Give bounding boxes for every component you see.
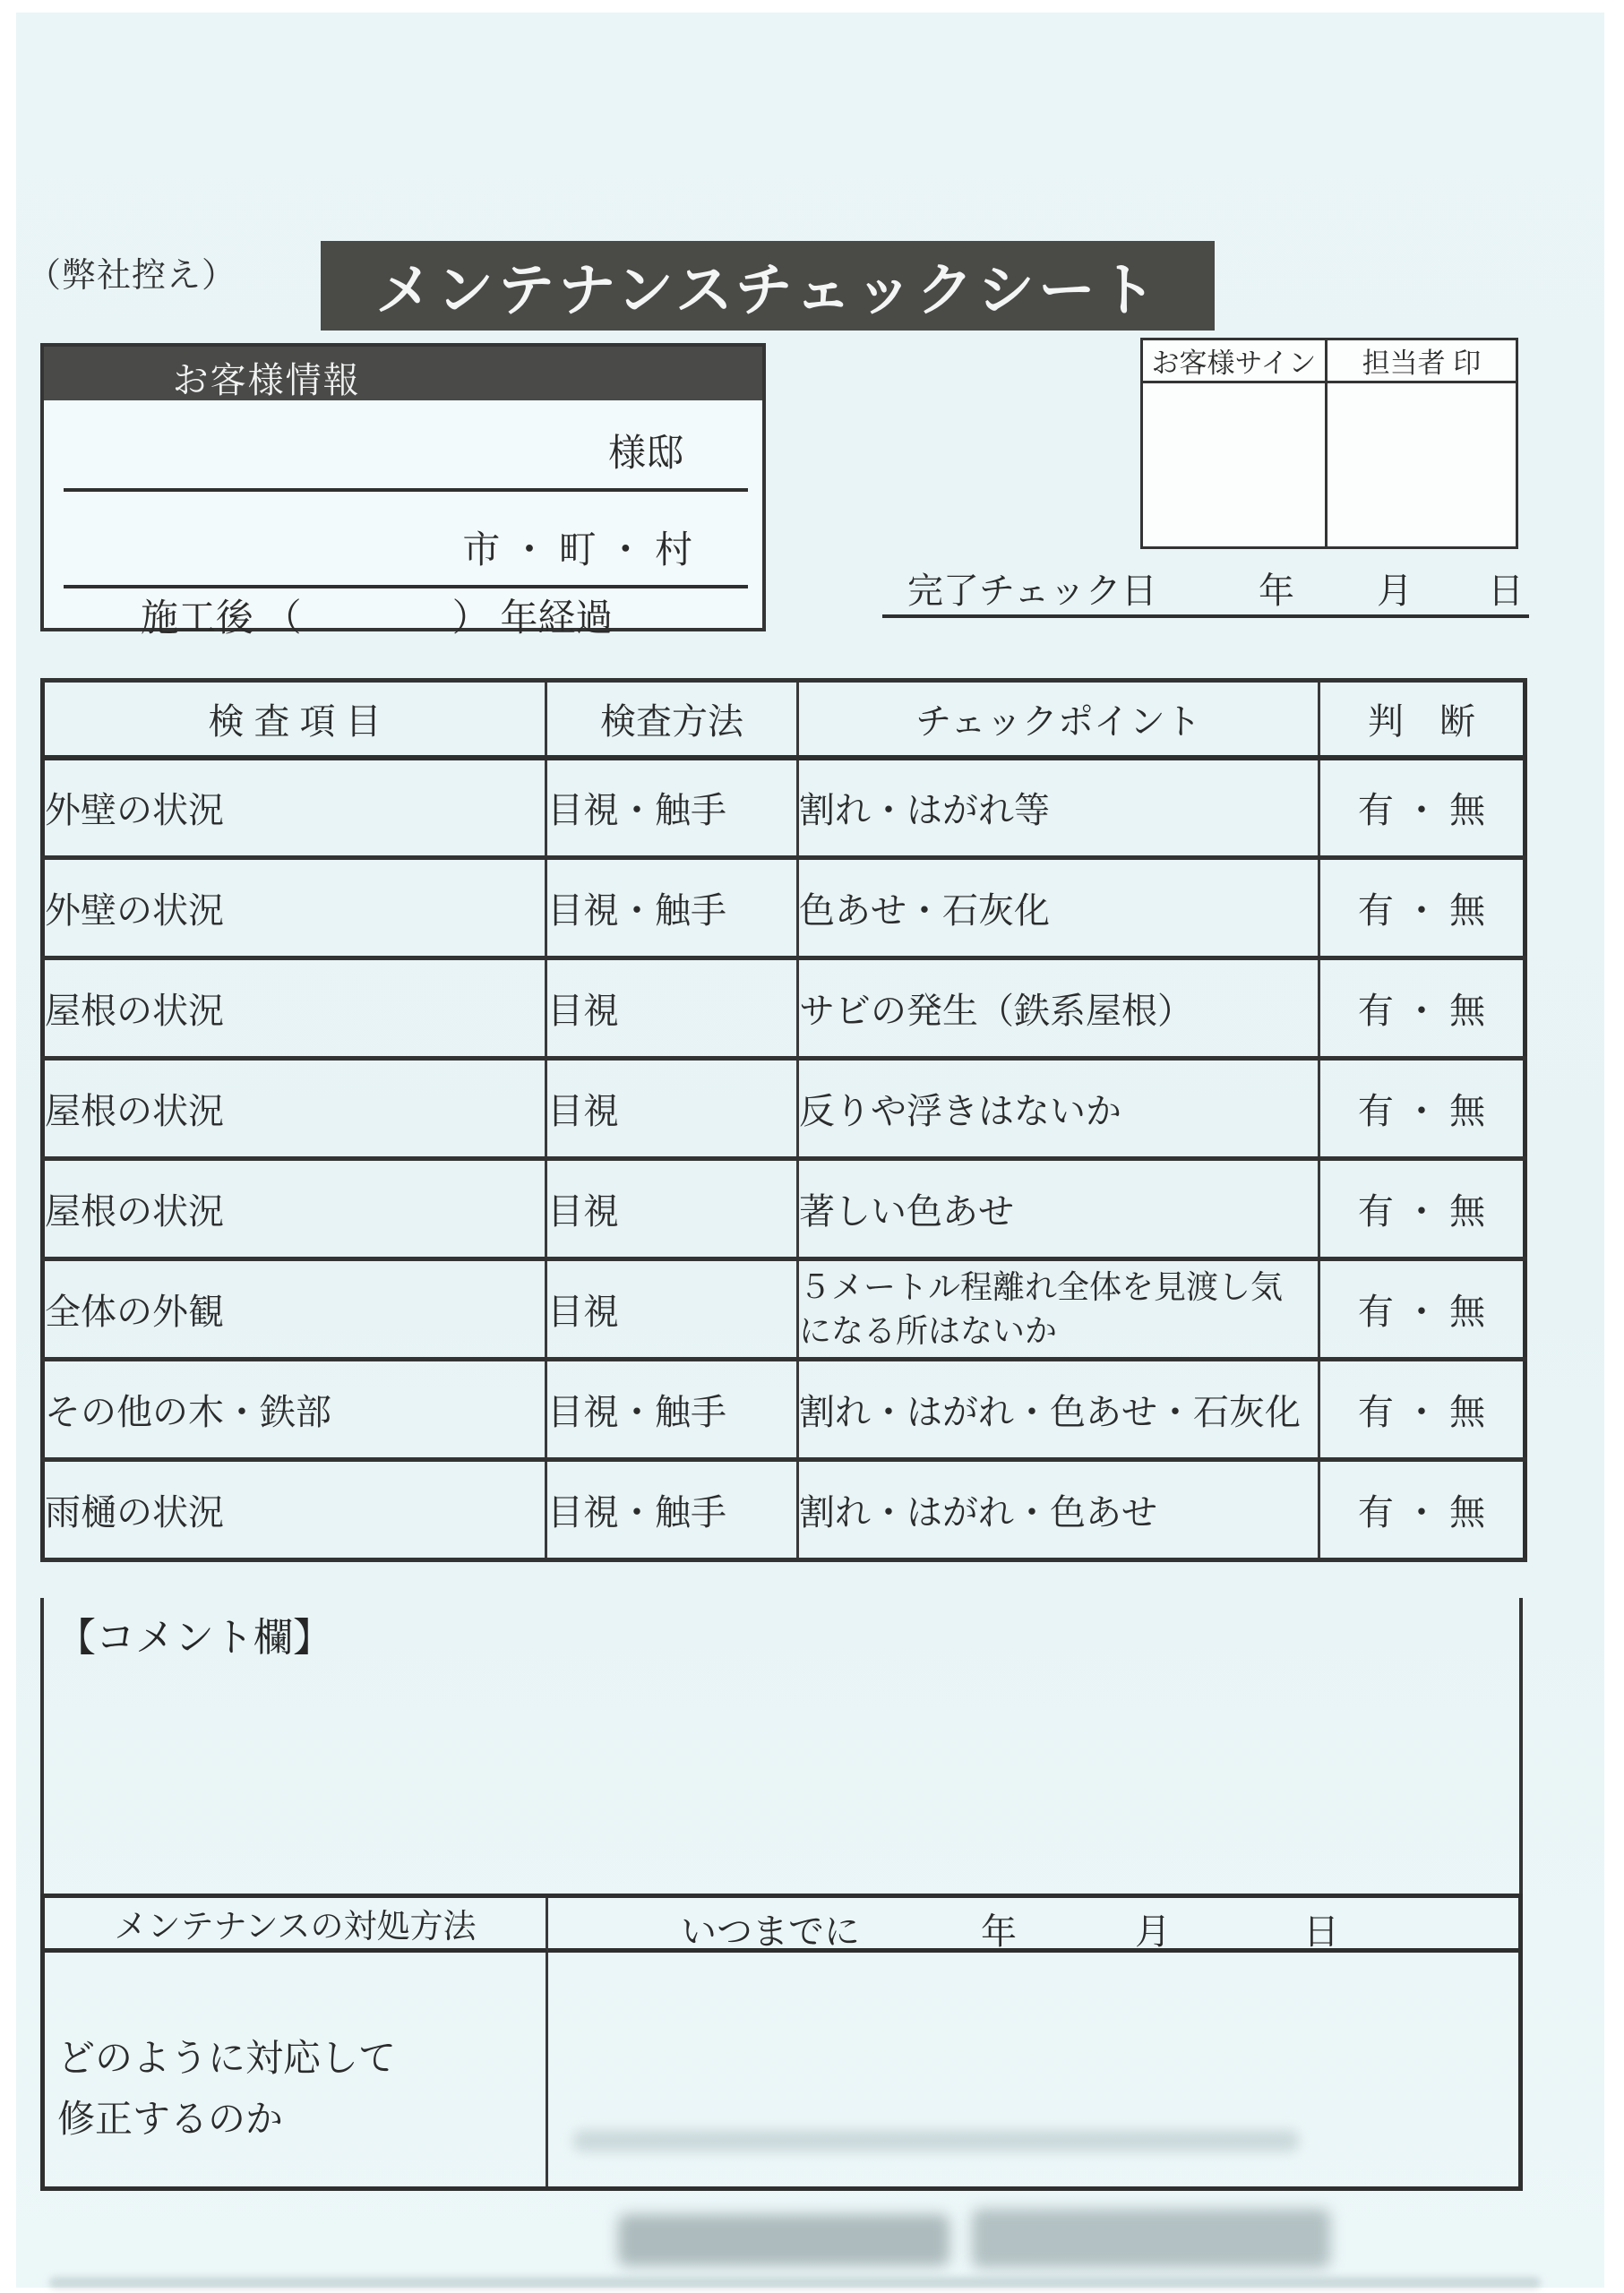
table-row [43,1460,1525,1560]
method-cell: 目視・触手 [546,1360,798,1460]
deadline-day-label: 日 [1303,1912,1339,1952]
judgement-cell: 有 ・ 無 [1319,1159,1525,1259]
signature-seal-box [1140,338,1518,549]
method-cell: 目視 [546,1159,798,1259]
table-row [43,1059,1525,1159]
checkpoint-cell: 反りや浮きはないか [798,1059,1319,1159]
item-cell: 外壁の状況 [43,858,546,958]
maintenance-how-label: どのように対応して 修正するのか [57,2037,397,2141]
judgement-cell: 有 ・ 無 [1319,1460,1525,1560]
method-cell: 目視・触手 [546,758,798,858]
customer-info-header-label: お客様情報 [172,361,361,400]
company-copy-note: （弊社控え） [27,257,237,295]
comment-section [40,1598,1523,1894]
table-row [43,1360,1525,1460]
method-cell: 目視 [546,1259,798,1360]
table-row [43,1259,1525,1360]
inspection-table [40,678,1527,1562]
completion-date-line [882,563,1529,618]
customer-city-suffix: 市 ・ 町 ・ 村 [462,528,692,571]
judgement-cell: 有 ・ 無 [1319,858,1525,958]
maintenance-how-field [548,1953,1518,2186]
checkpoint-cell: 割れ・はがれ・色あせ・石灰化 [798,1360,1319,1460]
judgement-cell: 有 ・ 無 [1319,1059,1525,1159]
col-header-item: 検 査 項 目 [43,681,546,758]
maintenance-header-label: メンテナンスの対処方法 [45,1898,548,1953]
completion-month-label: 月 [1377,571,1413,611]
completion-day-label: 日 [1488,571,1524,611]
customer-name-blank-line [64,488,748,492]
table-row [43,758,1525,858]
table-header-row [43,681,1525,758]
item-cell: 全体の外観 [43,1259,546,1360]
item-cell: 屋根の状況 [43,958,546,1059]
item-cell: 雨樋の状況 [43,1460,546,1560]
table-row [43,958,1525,1059]
col-header-judgement: 判 断 [1319,681,1525,758]
method-cell: 目視 [546,958,798,1059]
checkpoint-cell: 色あせ・石灰化 [798,858,1319,958]
col-header-method: 検査方法 [546,681,798,758]
completion-date-label: 完了チェック日 [907,571,1157,611]
judgement-cell: 有 ・ 無 [1319,1360,1525,1460]
checkpoint-cell: 割れ・はがれ等 [798,758,1319,858]
customer-sign-field [1143,383,1328,546]
item-cell: 屋根の状況 [43,1059,546,1159]
maintenance-deadline-row [548,1898,1518,1953]
maintenance-section [40,1894,1523,2191]
customer-name-suffix: 様邸 [607,432,683,474]
comment-section-label: 【コメント欄】 [56,1616,332,1660]
checkpoint-cell: 著しい色あせ [798,1159,1319,1259]
sheet-title-bar [321,241,1215,331]
judgement-cell: 有 ・ 無 [1319,758,1525,858]
maintenance-how-label-cell [45,1953,548,2186]
checkpoint-cell: 割れ・はがれ・色あせ [798,1460,1319,1560]
years-since-construction: 施工後 （ ） 年経過 [141,597,614,639]
table-row [43,1159,1525,1259]
method-cell: 目視・触手 [546,1460,798,1560]
deadline-label: いつまでに [681,1912,860,1952]
staff-seal-field [1328,383,1516,546]
customer-info-header-bar [44,347,762,400]
deadline-month-label: 月 [1135,1912,1171,1952]
method-cell: 目視 [546,1059,798,1159]
staff-seal-header: 担当者 印 [1328,340,1516,383]
judgement-cell: 有 ・ 無 [1319,958,1525,1059]
checkpoint-cell: サビの発生（鉄系屋根） [798,958,1319,1059]
item-cell: 外壁の状況 [43,758,546,858]
judgement-cell: 有 ・ 無 [1319,1259,1525,1360]
col-header-checkpoint: チェックポイント [798,681,1319,758]
item-cell: その他の木・鉄部 [43,1360,546,1460]
item-cell: 屋根の状況 [43,1159,546,1259]
sheet-title: メンテナンスチェックシート [375,258,1160,322]
customer-sign-header: お客様サイン [1143,340,1328,383]
completion-year-label: 年 [1259,571,1294,611]
method-cell: 目視・触手 [546,858,798,958]
customer-info-box [40,343,766,639]
checkpoint-cell: ５メートル程離れ全体を見渡し気になる所はないか [798,1259,1319,1360]
deadline-year-label: 年 [981,1912,1017,1952]
table-row [43,858,1525,958]
